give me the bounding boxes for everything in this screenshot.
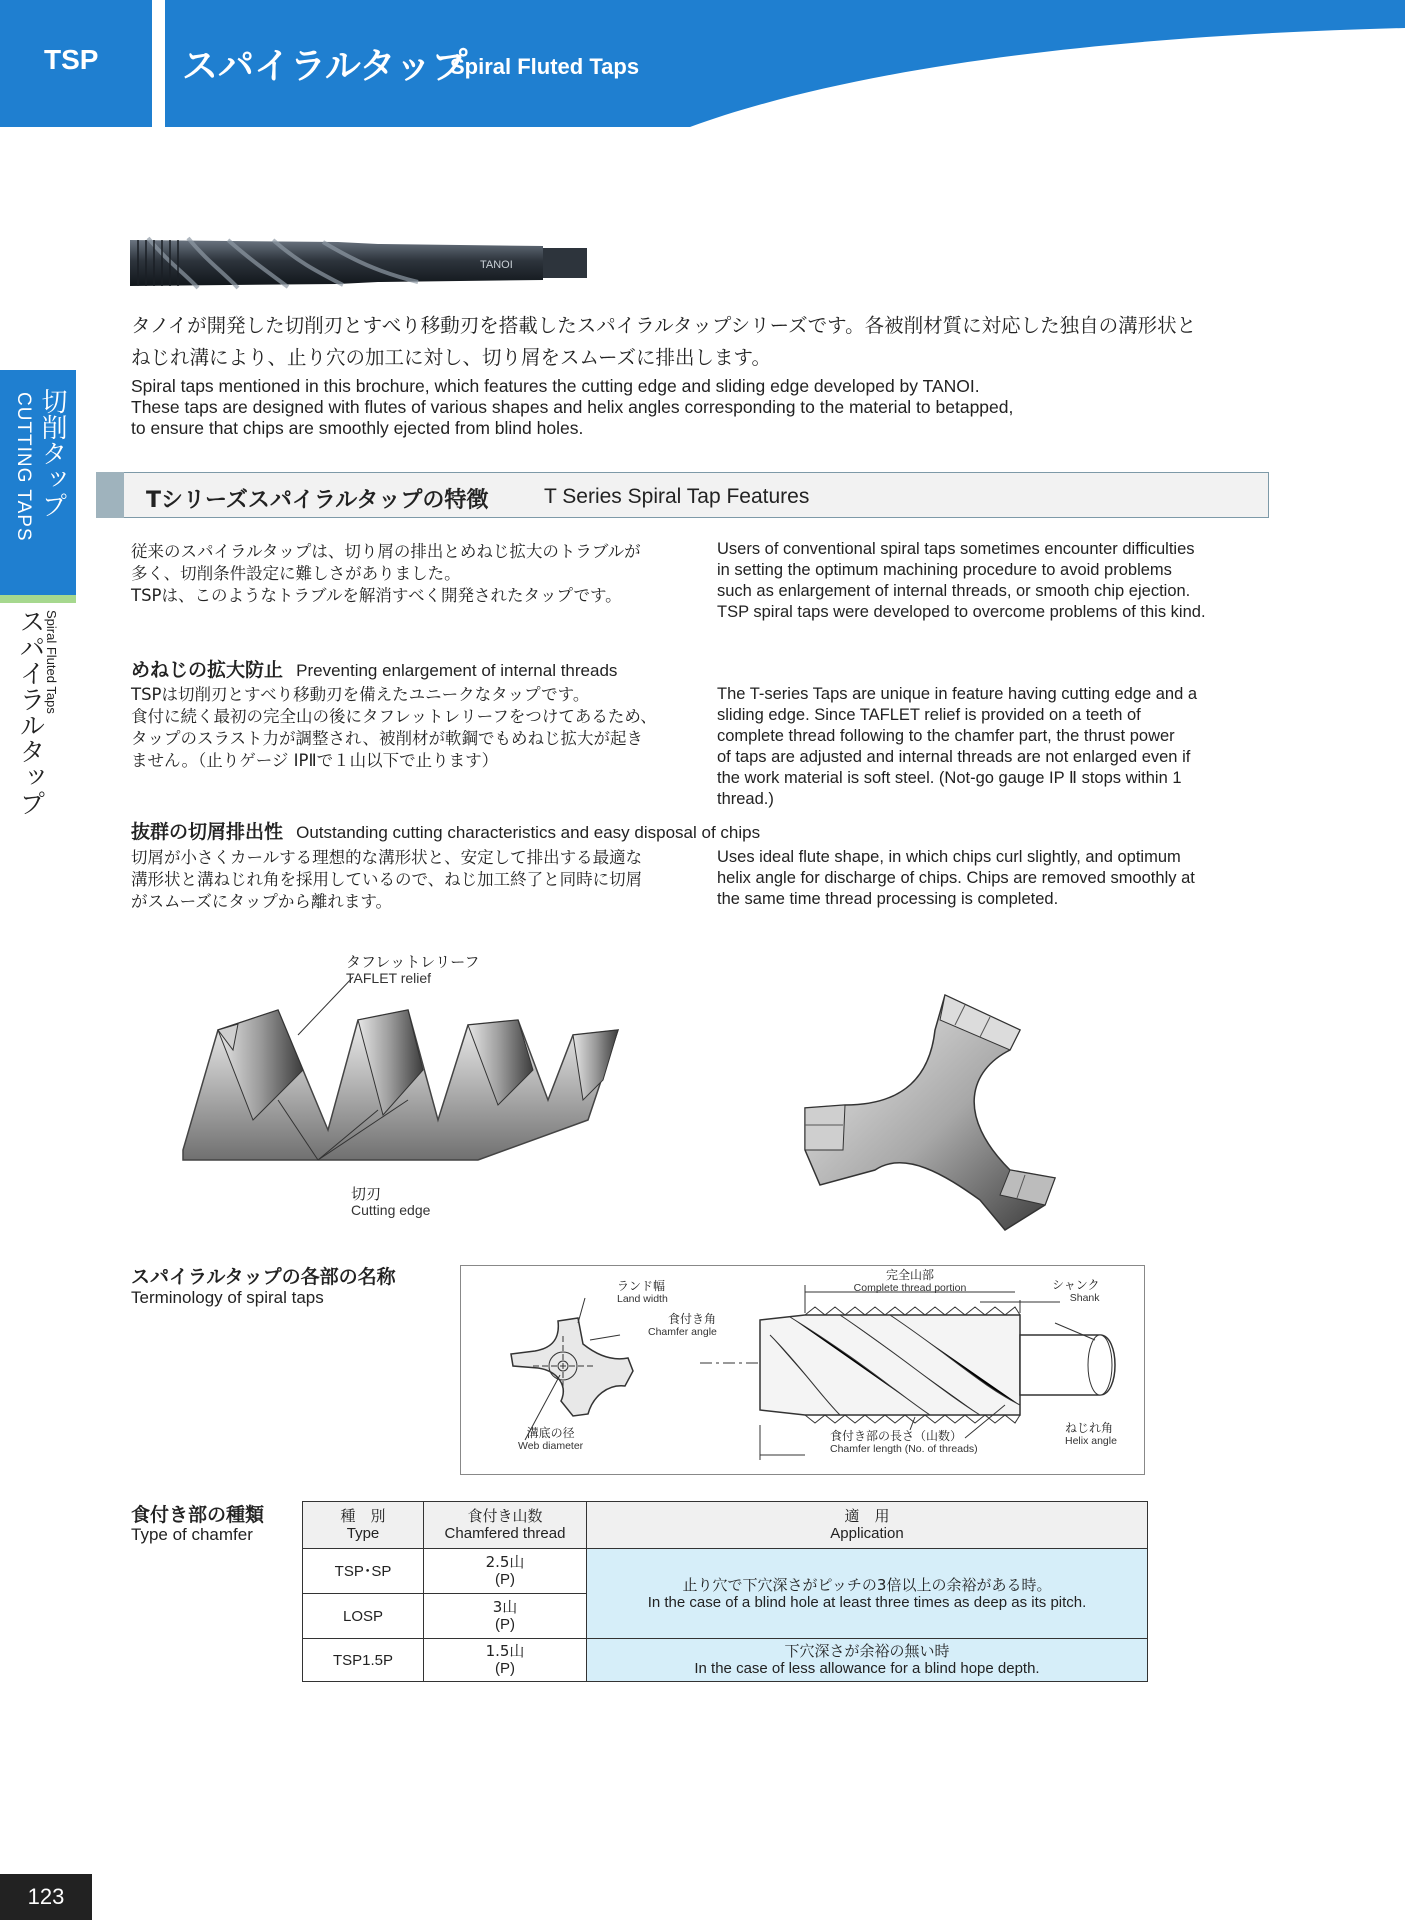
land-width-label — [617, 1280, 668, 1306]
tap-brand-mark: TANOI — [480, 259, 513, 271]
shank-jp: シャンク — [1052, 1278, 1100, 1292]
cell-type: TSP･SP — [303, 1549, 424, 1594]
shank-label — [1052, 1279, 1100, 1305]
chamfer-types-table — [302, 1501, 1148, 1682]
table-row — [303, 1549, 1148, 1594]
side-tab-jp: 切削タップ — [37, 388, 67, 518]
chamfer-types-title-en: Type of chamfer — [131, 1525, 253, 1544]
features-heading-jp: Tシリーズスパイラルタップの特徴 — [146, 488, 489, 513]
cell-thread — [424, 1639, 587, 1682]
header-type-jp: 種 別 — [340, 1507, 386, 1525]
header-type — [303, 1502, 424, 1549]
taflet-label — [346, 954, 480, 986]
land-width-jp: ランド幅 — [617, 1279, 666, 1293]
features-heading-stripe — [96, 472, 124, 518]
cutting-edge-label-en: Cutting edge — [351, 1202, 431, 1218]
cell-type: TSP1.5P — [303, 1639, 424, 1682]
chamfer-angle-jp: 食付き角 — [668, 1312, 717, 1326]
text-line: The T-series Taps are unique in feature having cutting edge and a — [717, 685, 1198, 703]
text-line: 溝形状と溝ねじれ角を採用しているので、ねじ加工終了と同時に切屑 — [131, 870, 643, 889]
intro-jp-line: ねじれ溝により、止り穴の加工に対し、切り屑をスムーズに排出します。 — [131, 346, 771, 369]
item1-title — [131, 655, 617, 682]
text-line: in setting the optimum machining procedure to avoid problems — [717, 561, 1172, 579]
header-thread-jp: 食付き山数 — [467, 1507, 543, 1525]
overview-jp — [131, 541, 701, 607]
header-application-en: Application — [830, 1525, 904, 1542]
cutting-edge-label — [351, 1186, 430, 1218]
cell-application — [587, 1639, 1148, 1682]
item2-body-jp — [131, 847, 701, 913]
land-width-en: Land width — [617, 1293, 668, 1305]
page-number: 123 — [0, 1874, 92, 1920]
text-line: 従来のスパイラルタップは、切り屑の排出とめねじ拡大のトラブルが — [131, 542, 641, 561]
header-thread-en: Chamfered thread — [444, 1525, 566, 1542]
cutting-edge-label-jp: 切刃 — [351, 1185, 382, 1203]
text-line: complete thread following to the chamfer part, the thrust power — [717, 727, 1175, 745]
text-line: 切屑が小さくカールする理想的な溝形状と、安定して排出する最適な — [131, 848, 643, 867]
side-sub-jp: スパイラルタップ — [15, 608, 45, 816]
text-line: thread.) — [717, 790, 774, 808]
item1-title-en: Preventing enlargement of internal threads — [296, 661, 618, 680]
complete-thread-label — [845, 1269, 975, 1295]
text-line: ません。（止りゲージ IPⅡで１山以下で止ります） — [131, 751, 499, 770]
item1-title-jp: めねじの拡大防止 — [131, 659, 284, 681]
item2-title-jp: 抜群の切屑排出性 — [131, 821, 284, 843]
text-line: 食付に続く最初の完全山の後にタフレットレリーフをつけてあるため、 — [131, 707, 657, 726]
complete-thread-jp: 完全山部 — [885, 1268, 934, 1282]
header-thread — [424, 1502, 587, 1549]
text-line: the same time thread processing is completed. — [717, 890, 1059, 908]
intro-jp — [131, 310, 1281, 374]
terminology-title-jp: スパイラルタップの各部の名称 — [131, 1266, 396, 1288]
text-line: 多く、切削条件設定に難しさがありました。 — [131, 564, 461, 583]
helix-angle-label — [1065, 1422, 1117, 1448]
item2-title-en: Outstanding cutting characteristics and easy disposal of chips — [296, 823, 761, 842]
chamfer-length-jp: 食付き部の長さ（山数） — [830, 1429, 963, 1443]
text-line: TSP spiral taps were developed to overcome problems of this kind. — [717, 603, 1206, 621]
taflet-label-jp: タフレットレリーフ — [346, 953, 480, 971]
intro-en — [131, 376, 1281, 439]
helix-angle-jp: ねじれ角 — [1065, 1421, 1114, 1435]
helix-angle-en: Helix angle — [1065, 1435, 1117, 1447]
chamfer-types-title-jp: 食付き部の種類 — [131, 1504, 265, 1526]
taflet-label-en: TAFLET relief — [346, 970, 432, 986]
chamfer-angle-en: Chamfer angle — [648, 1326, 717, 1338]
cell-thread-pitch: (P) — [495, 1660, 515, 1677]
table-header-row — [303, 1502, 1148, 1549]
cell-application-jp: 止り穴で下穴深さがピッチの3倍以上の余裕がある時。 — [682, 1575, 1052, 1594]
text-line: Uses ideal flute shape, in which chips curl slightly, and optimum — [717, 848, 1181, 866]
cell-thread-pitch: (P) — [495, 1616, 515, 1633]
shank-en: Shank — [1069, 1292, 1100, 1304]
text-line: がスムーズにタップから離れます。 — [131, 892, 393, 911]
cell-thread — [424, 1594, 587, 1639]
header-application — [587, 1502, 1148, 1549]
cell-application — [587, 1549, 1148, 1639]
text-line: TSPは切削刃とすべり移動刃を備えたユニークなタップです。 — [131, 685, 590, 704]
cell-thread-pitch: (P) — [495, 1571, 515, 1588]
cell-application-en: In the case of a blind hole at least three times as deep as its pitch. — [647, 1593, 1087, 1611]
item2-body-en — [717, 847, 1287, 910]
side-sub-en: Spiral Fluted Taps — [44, 610, 59, 714]
text-line: タップのスラスト力が調整され、被削材が軟鋼でもめねじ拡大が起き — [131, 729, 643, 748]
cell-thread-count: 2.5山 — [485, 1553, 525, 1571]
text-line: of taps are adjusted and internal threads are not enlarged even if — [717, 748, 1191, 766]
web-diameter-jp: 溝底の径 — [526, 1426, 575, 1440]
chamfer-length-label — [830, 1430, 978, 1456]
web-diameter-en: Web diameter — [518, 1440, 584, 1452]
side-tab-en: CUTTING TAPS — [13, 392, 34, 542]
page-title-jp: スパイラルタップ — [182, 46, 468, 87]
intro-en-line: Spiral taps mentioned in this brochure, which features the cutting edge and sliding edge developed by TANOI. — [131, 376, 980, 396]
header-type-en: Type — [346, 1525, 380, 1542]
item1-body-jp — [131, 684, 701, 772]
tap-product-image — [128, 232, 590, 294]
series-code: TSP — [44, 44, 99, 75]
overview-en — [717, 539, 1287, 623]
table-row — [303, 1639, 1148, 1682]
text-line: helix angle for discharge of chips. Chips are removed smoothly at — [717, 869, 1195, 887]
intro-en-line: to ensure that chips are smoothly ejected from blind holes. — [131, 418, 584, 438]
cell-thread-count: 3山 — [492, 1598, 518, 1616]
intro-jp-line: タノイが開発した切削刃とすべり移動刃を搭載したスパイラルタップシリーズです。各被削材質に対応した独自の溝形状と — [131, 314, 1197, 337]
text-line: such as enlargement of internal threads, or smooth chip ejection. — [717, 582, 1191, 600]
web-diameter-label — [518, 1427, 583, 1453]
chamfer-length-en: Chamfer length (No. of threads) — [830, 1443, 978, 1455]
text-line: sliding edge. Since TAFLET relief is provided on a teeth of — [717, 706, 1141, 724]
text-line: TSPは、このようなトラブルを解消すべく開発されたタップです。 — [131, 586, 622, 605]
cell-application-en: In the case of less allowance for a blind hope depth. — [694, 1660, 1040, 1677]
page-title-en: Spiral Fluted Taps — [450, 54, 640, 79]
cell-thread-count: 1.5山 — [485, 1642, 525, 1660]
complete-thread-en: Complete thread portion — [853, 1282, 967, 1294]
chamfer-angle-label — [648, 1313, 717, 1339]
cell-application-jp: 下穴深さが余裕の無い時 — [784, 1642, 950, 1660]
text-line: Users of conventional spiral taps sometimes encounter difficulties — [717, 540, 1195, 558]
terminology-title-en: Terminology of spiral taps — [131, 1288, 324, 1307]
features-heading-en: T Series Spiral Tap Features — [544, 485, 810, 508]
item1-body-en — [717, 684, 1287, 810]
cell-type: LOSP — [303, 1594, 424, 1639]
header-application-jp: 適 用 — [844, 1507, 890, 1525]
intro-en-line: These taps are designed with flutes of various shapes and helix angles corresponding to the material to betapped, — [131, 397, 1014, 417]
item2-title — [131, 817, 760, 844]
cell-thread — [424, 1549, 587, 1594]
cross-section-illustration — [795, 990, 1065, 1240]
side-accent-bar — [0, 595, 76, 603]
text-line: the work material is soft steel. (Not-go gauge IP Ⅱ stops within 1 — [717, 769, 1182, 787]
